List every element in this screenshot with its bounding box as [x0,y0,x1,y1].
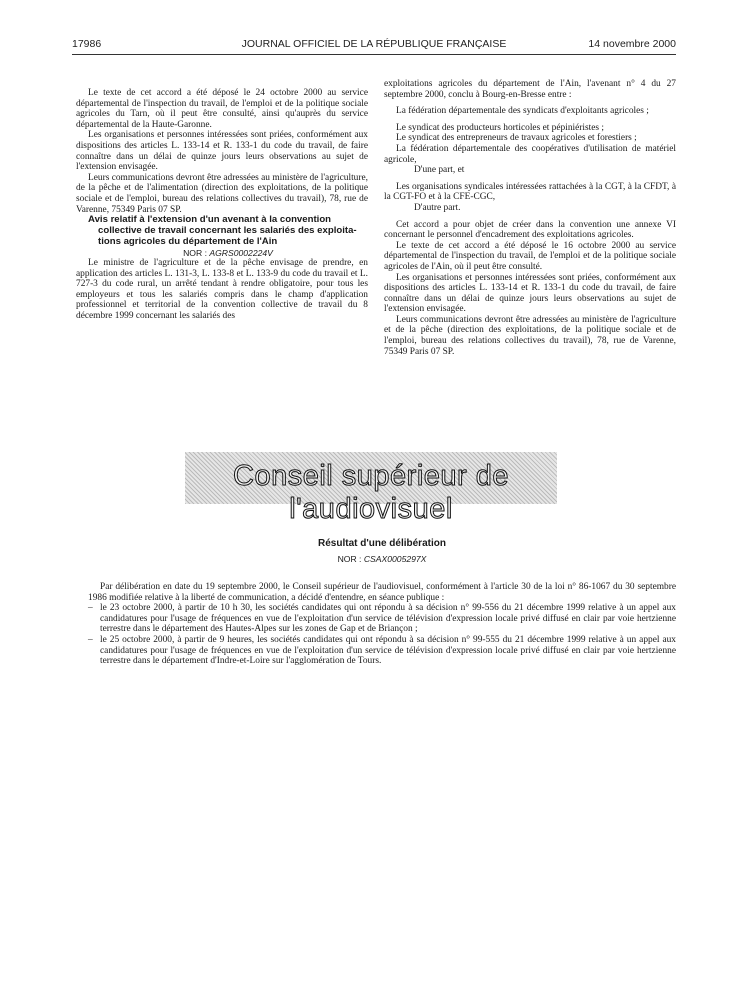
right-column [384,79,676,357]
party-item: La fédération départementale des syndicats d'exploitants agricoles ; [396,106,649,117]
right-paragraph: Leurs communications devront être adressées au ministère de l'agriculture et de la pêche (direction des exploitations, de la politique sociale et de l'emploi, bureau des relations collectives du travail), 78, rue de Varenne, 75349 Paris 07 SP. [384,314,676,357]
list-item-text: le 23 octobre 2000, à partir de 10 h 30, les sociétés candidates qui ont répondu à sa décision n° 99-556 du 21 décembre 1999 relative à un appel aux candidatures pour l'usage de fréquences en vue de l'exploitation d'un service de télévision d'expression locale privé diffusé en clair par voie hertzienne terrestre dans le département des Hautes-Alpes sur les zones de Gap et de Briançon ; [100,603,676,635]
left-column [76,88,368,322]
avis-title-line: tions agricoles du département de l'Ain [98,235,278,247]
d-une-part: D'une part, et [414,165,465,176]
resultat-section [88,538,676,667]
party-item-b: Les organisations syndicales intéressées rattachées à la CGT, à la CFDT, à la CGT-FO et à la CFE-CGC, [384,181,676,203]
banner-title: Conseil supérieur de l'audiovisuel [233,460,509,525]
list-dash: – [88,634,93,645]
continuation-paragraph: exploitations agricoles du département de l'Ain, l'avenant n° 4 du 27 septembre 2000, conclu à Bourg-en-Bresse entre : [384,79,676,100]
journal-title: JOURNAL OFFICIEL DE LA RÉPUBLIQUE FRANÇAISE [241,38,507,50]
resultat-title: Résultat d'une délibération [318,538,446,549]
header-rule [72,54,676,55]
list-item [88,635,676,667]
issue-date: 14 novembre 2000 [588,38,676,50]
resultat-list [88,603,676,667]
avis-title-line: Avis relatif à l'extension d'un avenant à la convention [88,214,332,226]
page-header [72,38,676,54]
list-item-text: le 25 octobre 2000, à partir de 9 heures, les sociétés candidates qui ont répondu à sa décision n° 99-555 du 21 décembre 1999 relative à un appel aux candidatures pour l'usage de fréquences en vue de l'exploitation d'un service de télévision d'expression locale privé diffusé en clair par voie hertzienne terrestre dans le département d'Indre-et-Loire sur l'agglomération de Tours. [100,634,676,667]
intro-paragraph-1: Le texte de cet accord a été déposé le 24 octobre 2000 au service départemental de l'inspection du travail, de l'emploi et de la politique sociale agricoles du Tarn, où il peut être consulté, ainsi qu'auprès du service départemental de la Haute-Garonne. [76,88,368,130]
nor-code: AGRS0002224V [209,247,273,258]
avis-paragraph: Le ministre de l'agriculture et de la pêche envisage de prendre, en application des articles L. 131-3, L. 133-8 et L. 133-9 du code du travail et L. 727-3 du code rural, un arrêté tendant à rendre obligatoire, pour tous les employeurs et tous les salariés compris dans le champ d'application professionnel et territorial de la convention collective de travail du 8 décembre 1999 concernant les salariés des [76,258,368,322]
intro-paragraph-3: Leurs communications devront être adressées au ministère de l'agriculture, de la pêche et de l'alimentation (direction des exploitations, de la politique sociale et de l'emploi, bureau des relations collectives du travail), 78, rue de Varenne, 75349 Paris 07 SP. [76,172,368,215]
nor-code: CSAX0005297X [363,554,427,564]
party-item: La fédération départementale des coopératives d'utilisation de matériel agricole, [384,143,676,165]
right-paragraph: Le texte de cet accord a été déposé le 16 octobre 2000 au service départemental de l'inspection du travail, de l'emploi et de la politique sociale agricoles de l'Ain, où il peut être consulté. [384,240,676,272]
nor-label: NOR : [337,554,364,564]
avis-title-line: collective de travail concernant les salariés des exploita- [98,224,357,236]
right-paragraph: Cet accord a pour objet de créer dans la convention une annexe VI concernant le personnel d'encadrement des exploitations agricoles. [384,219,676,241]
avis-title [76,215,368,247]
d-autre-part: D'autre part. [414,202,461,213]
list-dash: – [88,603,93,614]
resultat-nor [88,554,676,564]
intro-paragraph-2: Les organisations et personnes intéressées sont priées, conformément aux dispositions des articles L. 133-14 et R. 133-1 du code du travail, de faire connaître dans un délai de quinze jours leurs observations au sujet de l'extension envisagée. [76,130,368,173]
resultat-body [88,582,676,667]
page-number: 17986 [72,38,102,50]
party-item: Le syndicat des producteurs horticoles et pépiniéristes ; [396,122,605,133]
section-banner [185,452,557,525]
list-item [88,603,676,635]
resultat-intro: Par délibération en date du 19 septembre 2000, le Conseil supérieur de l'audiovisuel, conformément à l'article 30 de la loi n° 86-1067 du 30 septembre 1986 modifiée relative à la liberté de communication, a décidé d'entendre, en séance publique : [88,582,676,603]
nor-label: NOR : [183,247,210,258]
avis-nor [76,248,368,259]
party-item: Le syndicat des entrepreneurs de travaux agricoles et forestiers ; [396,133,637,144]
right-paragraph: Les organisations et personnes intéressées sont priées, conformément aux dispositions des articles L. 133-14 et R. 133-1 du code du travail, de faire connaître dans un délai de quinze jours leurs observations au sujet de l'extension envisagée. [384,272,676,315]
